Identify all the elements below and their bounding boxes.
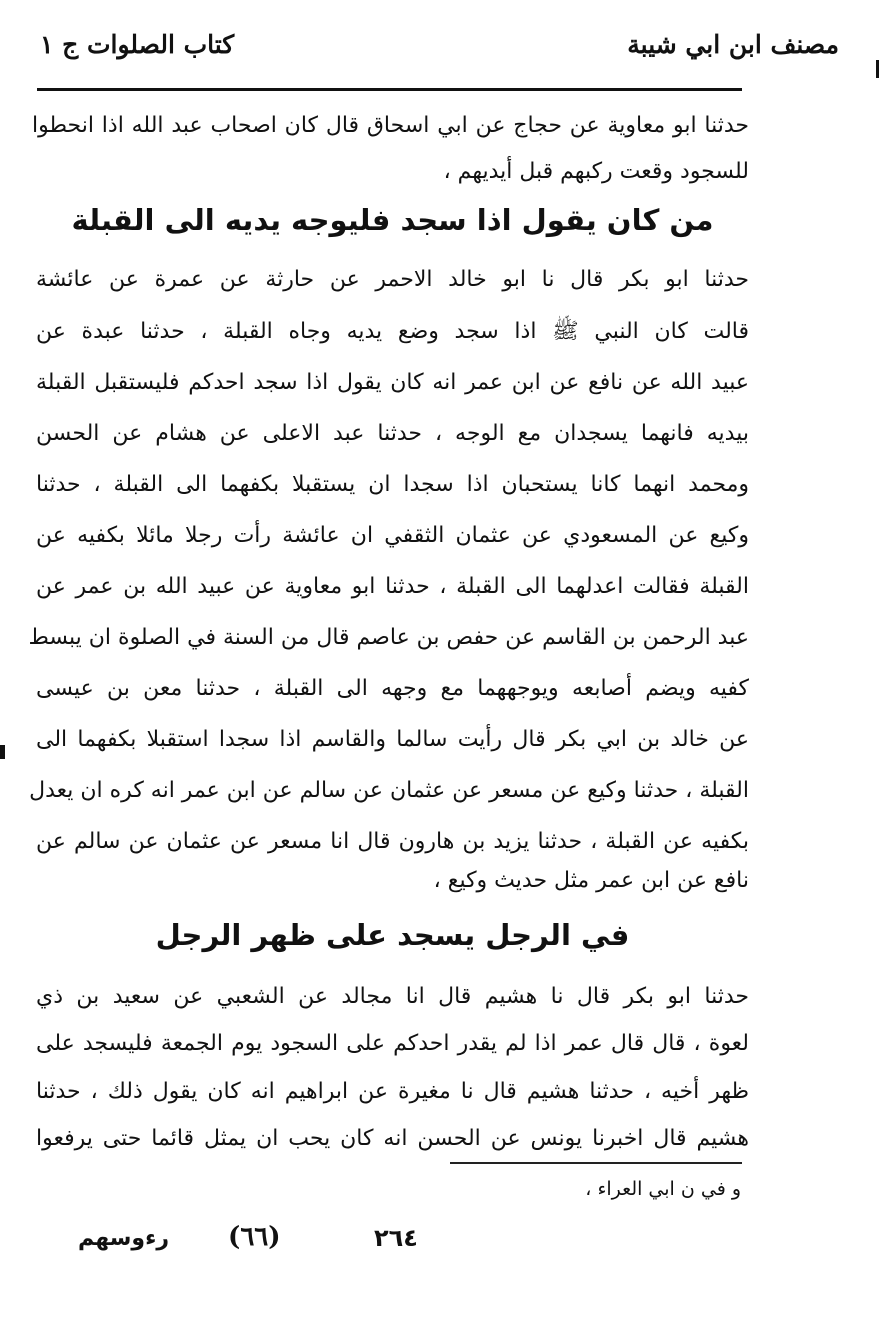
text-line: للسجود وقعت ركبهم قبل أيديهم ،	[443, 159, 749, 184]
header-section-title: كتاب الصلوات ج ١	[40, 30, 235, 59]
text-line: بيديه فانهما يسجدان مع الوجه ، حدثنا عبد الاعلى عن هشام عن الحسن	[36, 421, 749, 446]
sequence-number: (٦٦)	[228, 1222, 281, 1252]
text-line: عن خالد بن ابي بكر قال رأيت سالما والقاسم اذا سجدا استقبلا بكفهما الى	[36, 727, 749, 752]
catchword: رءوسهم	[78, 1226, 169, 1251]
text-line: حدثنا ابو بكر قال نا هشيم قال انا مجالد عن الشعبي عن سعيد بن ذي	[36, 984, 749, 1009]
page-number: ٢٦٤	[374, 1224, 418, 1252]
text-line: لعوة ، قال قال عمر اذا لم يقدر احدكم على السجود يوم الجمعة فليسجد على	[36, 1031, 749, 1056]
text-line: حدثنا ابو بكر قال نا ابو خالد الاحمر عن حارثة عن عمرة عن عائشة	[36, 267, 749, 292]
scan-edge-mark	[0, 745, 5, 759]
page-header	[40, 30, 839, 80]
text-line: القبلة ، حدثنا وكيع عن مسعر عن عثمان عن سالم عن ابن عمر انه كره ان يعدل	[29, 778, 749, 803]
section-heading: من كان يقول اذا سجد فليوجه يديه الى القبلة	[71, 203, 714, 237]
text-line: وكيع عن المسعودي عن عثمان الثقفي ان عائشة رأت رجلا مائلا بكفيه عن	[36, 523, 749, 548]
text-line: نافع عن ابن عمر مثل حديث وكيع ،	[433, 868, 749, 893]
section-heading: في الرجل يسجد على ظهر الرجل	[155, 918, 630, 952]
text-line: عبد الرحمن بن القاسم عن حفص بن عاصم قال من السنة في الصلوة ان يبسط	[28, 625, 749, 650]
text-line: كفيه ويضم أصابعه ويوجههما مع وجهه الى القبلة ، حدثنا معن بن عيسى	[36, 676, 749, 701]
footnote: و في ن ابي العراء ،	[585, 1178, 741, 1200]
text-line: قالت كان النبي ﷺ اذا سجد وضع يديه وجاه القبلة ، حدثنا عبدة عن	[36, 319, 749, 344]
footnote-rule	[450, 1162, 742, 1164]
text-line: ومحمد انهما كانا يستحبان اذا سجدا ان يستقبلا بكفهما الى القبلة ، حدثنا	[36, 472, 749, 497]
text-line: ظهر أخيه ، حدثنا هشيم قال نا مغيرة عن ابراهيم انه كان يقول ذلك ، حدثنا	[36, 1079, 749, 1104]
header-rule	[37, 88, 742, 91]
text-line: القبلة فقالت اعدلهما الى القبلة ، حدثنا ابو معاوية عن عبيد الله بن عمر عن	[36, 574, 749, 599]
text-line: بكفيه عن القبلة ، حدثنا يزيد بن هارون قال انا مسعر عن عثمان عن سالم عن	[36, 829, 749, 854]
text-line: حدثنا ابو معاوية عن حجاج عن ابي اسحاق قال كان اصحاب عبد الله اذا انحطوا	[32, 113, 749, 138]
text-line: هشيم قال اخبرنا يونس عن الحسن انه كان يحب ان يمثل قائما حتى يرفعوا	[36, 1126, 749, 1151]
text-line: عبيد الله عن نافع عن ابن عمر انه كان يقول اذا سجد احدكم فليستقبل القبلة	[36, 370, 749, 395]
header-book-title: مصنف ابن ابي شيبة	[627, 30, 839, 59]
